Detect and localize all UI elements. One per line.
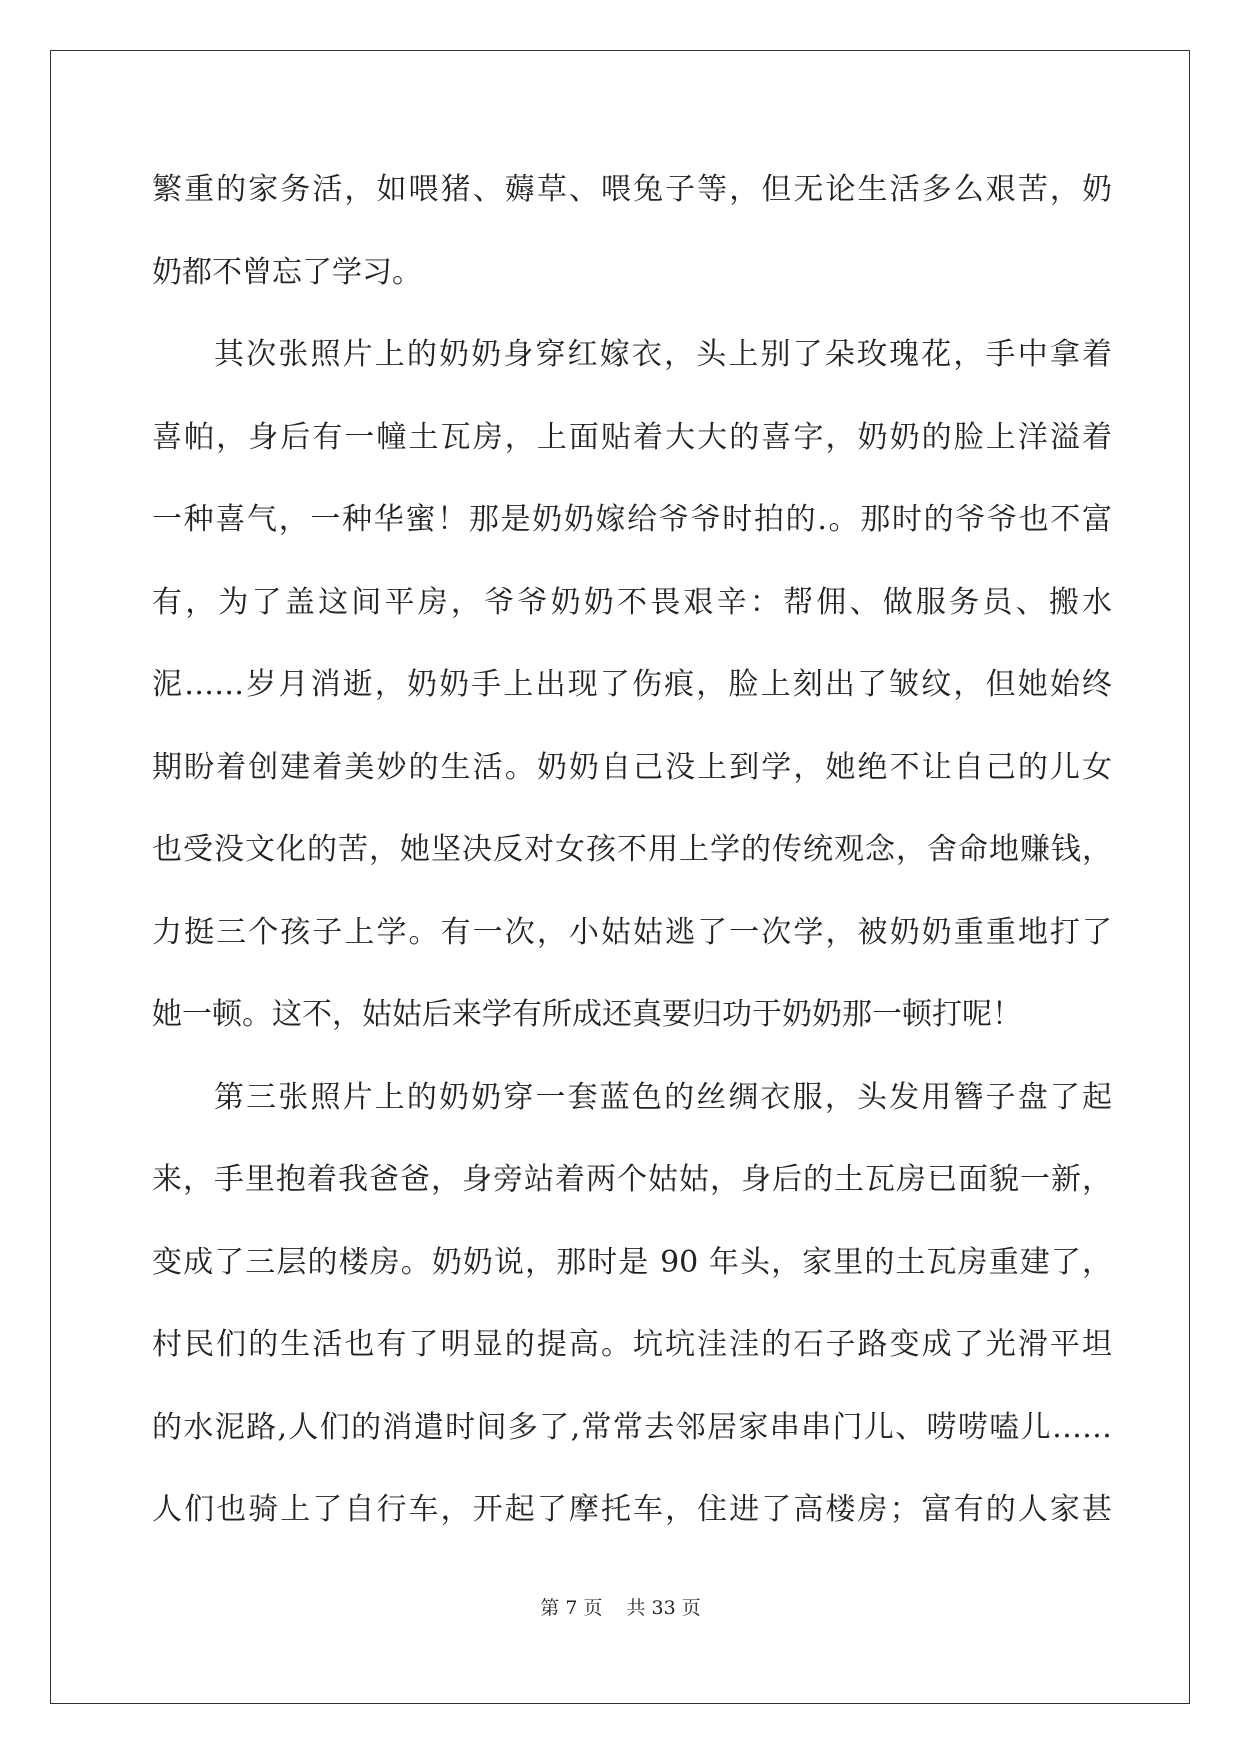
- text-line: 人们也骑上了自行车，开起了摩托车，住进了高楼房；富有的人家甚: [152, 1492, 1112, 1527]
- text-line: 期盼着创建着美妙的生活。奶奶自己没上到学，她绝不让自己的儿女: [152, 749, 1112, 785]
- text-line: 她一顿。这不，姑姑后来学有所成还真要归功于奶奶那一顿打呢！: [152, 997, 1022, 1032]
- text-line: 喜帕，身后有一幢土瓦房，上面贴着大大的喜字，奶奶的脸上洋溢着: [152, 419, 1112, 455]
- text-line: 也受没文化的苦，她坚决反对女孩不用上学的传统观念，舍命地赚钱，: [152, 832, 1112, 867]
- text-line: 其次张照片上的奶奶身穿红嫁衣，头上别了朵玫瑰花，手中拿着: [214, 337, 1112, 372]
- text-line: 泥……岁月消逝，奶奶手上出现了伤痕，脸上刻出了皱纹，但她始终: [152, 667, 1112, 702]
- text-line: 有，为了盖这间平房，爷爷奶奶不畏艰辛：帮佣、做服务员、搬水: [152, 584, 1112, 620]
- text-line: 第三张照片上的奶奶穿一套蓝色的丝绸衣服，头发用簪子盘了起: [214, 1079, 1112, 1115]
- text-line: 奶都不曾忘了学习。: [152, 254, 422, 290]
- text-line: 的水泥路,人们的消遣时间多了,常常去邻居家串串门儿、唠唠嗑儿……: [152, 1409, 1112, 1445]
- text-line: 力挺三个孩子上学。有一次，小姑姑逃了一次学，被奶奶重重地打了: [152, 914, 1112, 950]
- text-line: 繁重的家务活，如喂猪、薅草、喂兔子等，但无论生活多么艰苦，奶: [152, 172, 1112, 207]
- text-line: 来，手里抱着我爸爸，身旁站着两个姑姑，身后的土瓦房已面貌一新，: [152, 1162, 1112, 1197]
- document-body: [152, 165, 1112, 1568]
- text-line: 一种喜气，一种华蜜！那是奶奶嫁给爷爷时拍的.。那时的爷爷也不富: [152, 502, 1112, 537]
- text-line: 变成了三层的楼房。奶奶说，那时是 90 年头，家里的土瓦房重建了，: [152, 1244, 1112, 1280]
- page-total: 共 33 页: [626, 1597, 701, 1619]
- text-line: 村民们的生活也有了明显的提高。坑坑洼洼的石子路变成了光滑平坦: [152, 1327, 1112, 1362]
- page-footer: [0, 1593, 1241, 1620]
- page-number: 第 7 页: [540, 1597, 603, 1619]
